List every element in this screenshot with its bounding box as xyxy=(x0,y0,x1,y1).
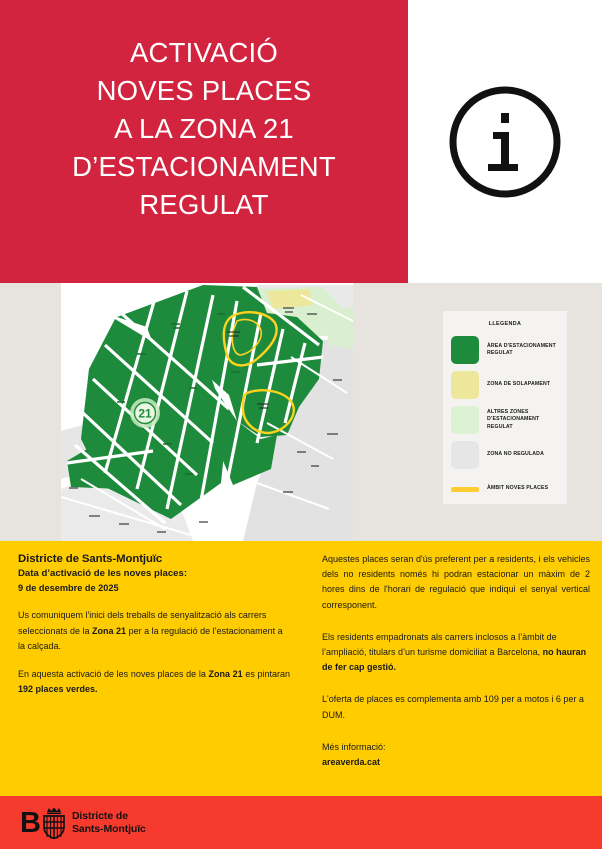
zone-21-marker-label: 21 xyxy=(138,406,152,421)
left-paragraph-1 xyxy=(18,608,290,654)
right-paragraph-2 xyxy=(322,630,590,676)
left-p2-bold-1: Zona 21 xyxy=(208,669,243,680)
legend-swatch-regulated-area xyxy=(451,336,479,364)
left-p2-text-mid: es pintaran xyxy=(242,669,291,680)
logo-letter-b: B xyxy=(20,806,40,839)
more-info-block xyxy=(322,740,590,770)
left-p1-text-a: Us comuniquem l'inici dels treballs de senyalització als carrers seleccionats de la xyxy=(18,610,267,636)
legend-label-regulated-area: ÀREA D’ESTACIONAMENT REGULAT xyxy=(487,342,556,356)
barcelona-district-logo xyxy=(20,807,146,839)
legend-panel xyxy=(443,311,567,504)
info-circle-icon xyxy=(446,83,564,201)
title-line-2: NOVES PLACES xyxy=(96,75,312,106)
legend-item-regulated-area xyxy=(451,336,559,364)
activation-date: 9 de desembre de 2025 xyxy=(18,583,119,594)
map-canvas[interactable] xyxy=(61,283,353,541)
content-column-left xyxy=(18,552,290,697)
zone-21-marker xyxy=(130,398,160,428)
footer-bar xyxy=(0,796,602,849)
right-p2-bold: no hauran de fer cap gestió. xyxy=(322,647,587,673)
logo-line-1: Districte de xyxy=(71,810,128,822)
title-line-3: A LA ZONA 21 xyxy=(114,113,294,144)
legend-swatch-overlap-zone xyxy=(451,371,479,399)
barcelona-crest-icon xyxy=(41,807,67,839)
legend-item-overlap-zone xyxy=(451,371,559,399)
left-p1-text-b: per a la regulació de l’estacionament a la calçada. xyxy=(18,625,283,651)
logo-text-block xyxy=(72,810,146,836)
legend-item-other-regulated xyxy=(451,406,559,434)
legend-label-other-regulated: ALTRES ZONES D’ESTACIONAMENT REGULAT xyxy=(487,408,540,430)
activation-label: Data d’activació de les noves places: xyxy=(18,568,188,580)
left-p1-bold: Zona 21 xyxy=(92,625,127,636)
content-column-right xyxy=(322,552,590,770)
left-paragraph-2 xyxy=(18,667,290,697)
district-heading: Districte de Sants-Montjuïc xyxy=(18,553,163,565)
legend-item-unregulated-zone xyxy=(451,441,559,469)
info-icon-container xyxy=(408,0,602,283)
right-paragraph-3: L'oferta de places es complementa amb 109 per a motos i 6 per a DUM. xyxy=(322,694,584,720)
legend-swatch-unregulated-zone xyxy=(451,441,479,469)
legend-label-overlap-zone: ZONA DE SOLAPAMENT xyxy=(487,381,551,388)
page-title xyxy=(0,34,408,224)
title-line-5: REGULAT xyxy=(139,189,269,220)
more-info-link[interactable]: areaverda.cat xyxy=(322,757,381,768)
legend-swatch-new-places-scope xyxy=(451,487,479,492)
left-p2-bold-2: 192 places verdes. xyxy=(18,684,98,695)
more-info-label: Més informació: xyxy=(322,741,386,752)
right-paragraph-1: Aquestes places seran d'ús preferent per a residents, i els vehicles dels no residents només hi podran estacionar un màxim de 2 hores dins de l'horari de regulació que indiqui el senyal vertical corresponent. xyxy=(322,554,590,610)
legend-label-new-places-scope: ÀMBIT NOVES PLACES xyxy=(487,485,549,492)
left-p2-text-a: En aquesta activació de les noves places de la xyxy=(18,669,209,680)
title-line-4: D’ESTACIONAMENT xyxy=(72,151,336,182)
legend-item-new-places-scope xyxy=(451,476,559,502)
zone-map-graphic[interactable] xyxy=(61,283,353,541)
legend-swatch-other-regulated xyxy=(451,406,479,434)
right-p2-text-a: Els residents empadronats als carrers inclosos a l’àmbit de l’ampliació, titulars d’un turisme domiciliat a Barcelona, xyxy=(322,631,557,658)
legend-title: LLEGENDA xyxy=(488,321,522,327)
logo-line-2: Sants-Montjuïc xyxy=(71,823,146,835)
content-panel xyxy=(0,541,602,796)
title-line-1: ACTIVACIÓ xyxy=(130,37,278,68)
legend-label-unregulated-zone: ZONA NO REGULADA xyxy=(487,451,544,458)
header-banner xyxy=(0,0,408,283)
